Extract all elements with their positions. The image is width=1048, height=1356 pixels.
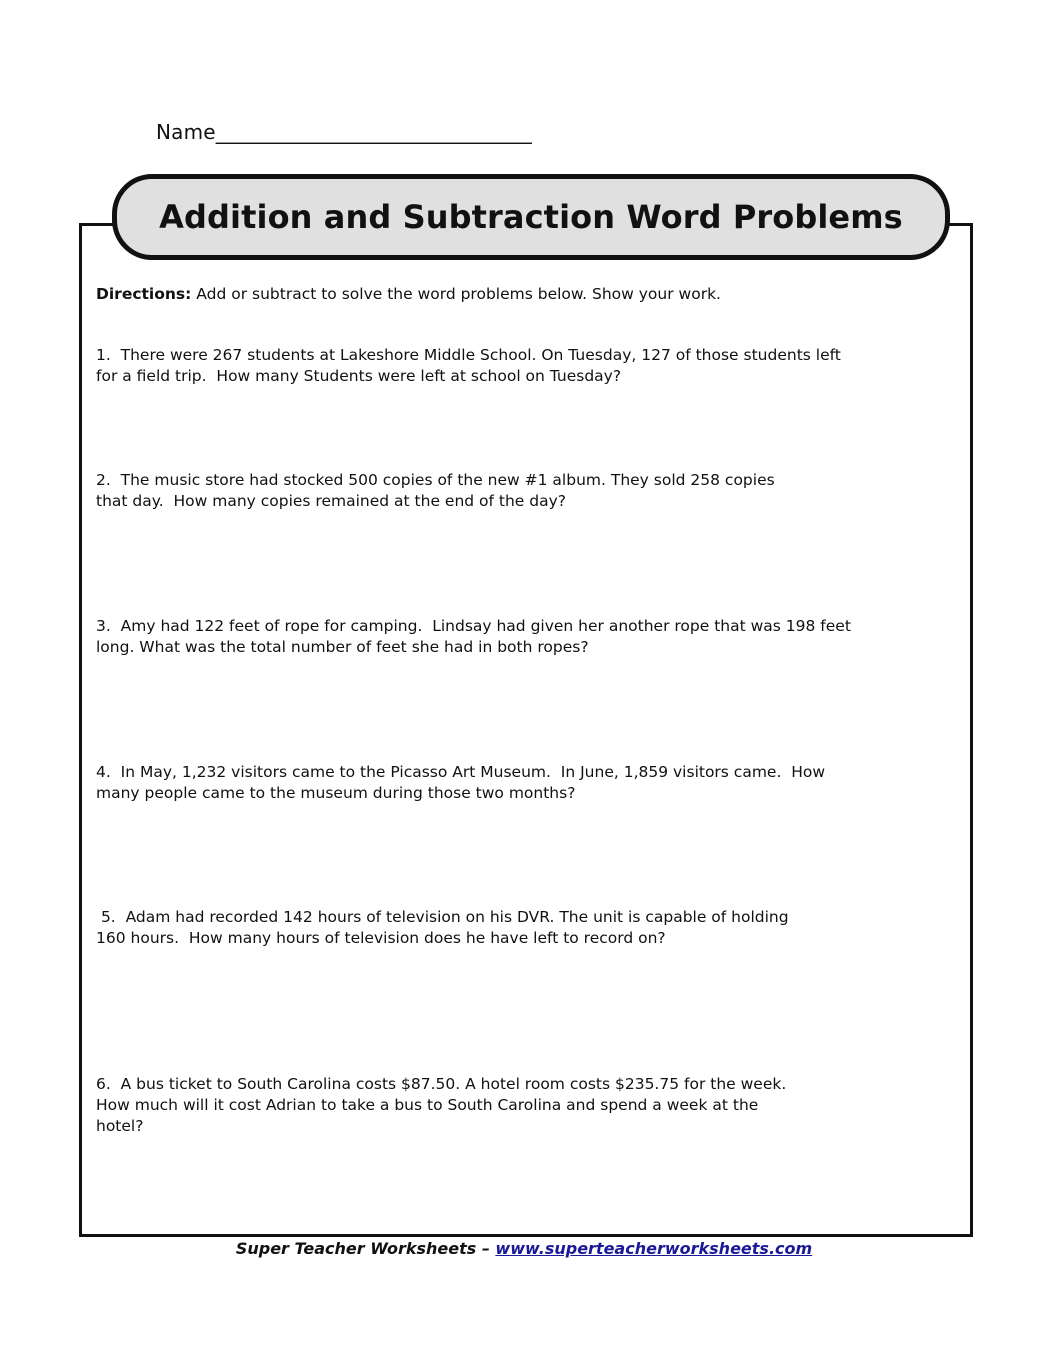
directions-text: Add or subtract to solve the word problems below. Show your work. — [191, 285, 721, 303]
directions — [96, 285, 721, 303]
directions-label: Directions: — [96, 285, 192, 303]
problem-1: 1. There were 267 students at Lakeshore Middle School. On Tuesday, 127 of those students left for a field trip. How many Students were left at school on Tuesday? — [96, 346, 841, 385]
name-field: Name_______________________________ — [156, 120, 533, 144]
problem-3: 3. Amy had 122 feet of rope for camping. Lindsay had given her another rope that was 198 feet long. What was the total number of feet she had in both ropes? — [96, 617, 851, 656]
footer-brand: Super Teacher Worksheets – — [235, 1239, 496, 1258]
footer — [0, 1239, 1048, 1258]
problem-4: 4. In May, 1,232 visitors came to the Picasso Art Museum. In June, 1,859 visitors came. How many people came to the museum during those two months? — [96, 763, 826, 802]
problem-5: 5. Adam had recorded 142 hours of television on his DVR. The unit is capable of holding 160 hours. How many hours of television does he have left to record on? — [96, 908, 789, 947]
footer-link[interactable]: www.superteacherworksheets.com — [495, 1239, 813, 1258]
title-banner — [112, 174, 950, 260]
worksheet-title: Addition and Subtraction Word Problems — [159, 198, 903, 236]
problem-2: 2. The music store had stocked 500 copies of the new #1 album. They sold 258 copies that day. How many copies remained at the end of the day? — [96, 471, 775, 510]
problem-6: 6. A bus ticket to South Carolina costs $87.50. A hotel room costs $235.75 for the week. How much will it cost Adrian to take a bus to South Carolina and spend a week at the hotel? — [96, 1075, 787, 1135]
